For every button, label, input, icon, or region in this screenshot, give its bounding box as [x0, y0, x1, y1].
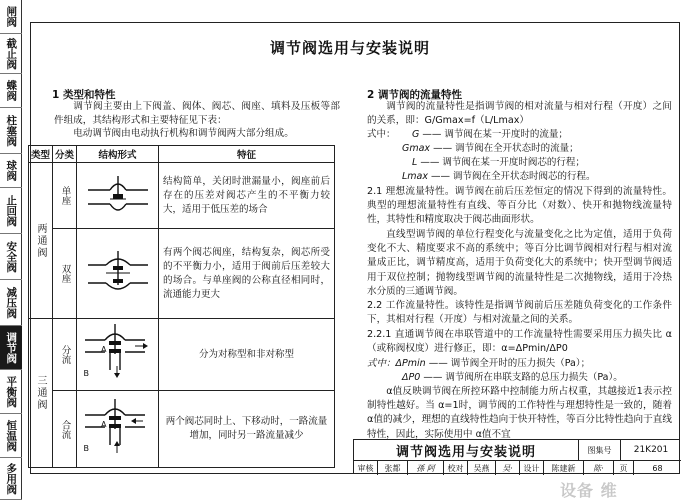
- port-a-label: A: [101, 345, 107, 354]
- designer-signature: 陈·: [584, 461, 614, 475]
- intro-line-2: 电动调节阀由电动执行机构和调节阀两大部分组成。: [73, 128, 294, 139]
- sidebar-tab-10[interactable]: [0, 414, 22, 458]
- col-header-structure: 结构形式: [77, 146, 159, 163]
- section-2-heading: 2 调节阀的流量特性: [367, 89, 462, 101]
- row-double-seat-class: 双座: [53, 229, 77, 319]
- double-seat-feature: 有两个阀芯阀座，结构复杂，阀芯所受的不平衡力小，适用于阀前后压差较大的场合。与单座阀的公称直径相同时，流通能力更大: [159, 229, 335, 319]
- reviewer-signature: 孫 阿: [408, 461, 444, 475]
- sidebar-tab-label: 减压阀: [5, 286, 18, 319]
- port-a-label-2: A: [101, 419, 107, 429]
- sidebar-tab-2[interactable]: [0, 74, 22, 108]
- flow-char-intro: 调节阀的流量特性是指调节阀的相对流量与相对行程（开度）之间的关系，即：G/Gmax=f（L/Lmax）: [367, 101, 672, 127]
- def-gmax: Gmax —— 调节阀在全开状态时的流量；: [402, 143, 579, 154]
- row-mixing-class: 合流: [53, 391, 77, 468]
- checker-label: 校对: [444, 461, 468, 475]
- title-block-title: 调节阀选用与安装说明: [354, 440, 579, 461]
- paragraph-2-1: 2.1 理想流量特性。调节阀在前后压差恒定的情况下得到的流量特性。典型的理想流量特性有直线、等百分比（对数）、快开和抛物线流量特性，其特性和精度取决于阀芯曲面形状。: [367, 186, 672, 226]
- sidebar-tab-label: 蝶阀: [5, 80, 18, 101]
- paragraph-alpha: α值反映调节阀在所控环路中控制能力所占权重，其越接近1表示控制特性越好。当 α=1时，调节阀的工作特性与理想特性是一致的，随着 α值的减少，理想的直线特性趋向于快开特性，等百分比特性趋向于直线特性，因此，实际使用中 α值不宜: [367, 386, 672, 440]
- def-g: G —— 调节阀在某一开度时的流量；: [412, 129, 568, 140]
- sidebar-tab-7[interactable]: [0, 280, 22, 326]
- sidebar-tab-5[interactable]: [0, 188, 22, 234]
- intro-paragraph: [54, 100, 340, 128]
- diverting-feature: 分为对称型和非对称型: [159, 319, 335, 391]
- sidebar-tab-8[interactable]: [0, 326, 22, 370]
- defs-prefix: 式中：: [367, 129, 396, 140]
- col-header-type: 类型: [29, 146, 53, 163]
- reviewer-label: 审核: [354, 461, 378, 475]
- intro-paragraph-2: [54, 127, 340, 141]
- checker-name: 吴燕: [468, 461, 496, 475]
- mixing-diagram: [77, 391, 159, 468]
- watermark: 设备 维: [560, 481, 618, 500]
- def-lmax: Lmax —— 调节阀在全开状态时阀芯的行程。: [402, 171, 596, 182]
- mixing-feature: 两个阀芯同时上、下移动时，一路流量增加，同时另一路流量减少: [159, 391, 335, 468]
- port-b-label: B: [83, 369, 90, 378]
- designer-label: 设计: [520, 461, 544, 475]
- sidebar-tab-label: 闸阀: [5, 6, 18, 27]
- sidebar-tab-label: 球阀: [5, 160, 18, 181]
- paragraph-2-2: 2.2 工作流量特性。该特性是指调节阀前后压差随负荷变化的工作条件下，其相对行程（开度）与相对流量之间的关系。: [367, 300, 672, 326]
- sidebar-tab-label: 调节阀: [5, 331, 18, 364]
- group-three-way: 三通阀: [29, 319, 53, 468]
- sidebar-tab-0[interactable]: [0, 0, 22, 34]
- sidebar-tab-3[interactable]: [0, 108, 22, 154]
- sidebar-tab-label: 柱塞阀: [5, 114, 18, 147]
- signature-row: [354, 461, 681, 475]
- sidebar-tab-4[interactable]: [0, 154, 22, 188]
- sidebar-tab-9[interactable]: [0, 370, 22, 414]
- def-dpmin: 式中：ΔPmin —— 调节阀全开时的压力损失（Pa）；: [367, 358, 591, 369]
- sidebar-tab-label: 平衡阀: [5, 375, 18, 408]
- intro-line-1: 调节阀主要由上下阀盖、阀体、阀芯、阀座、填料及压板等部件组成，其结构形式和主要特征见下表：: [54, 101, 340, 127]
- reviewer-name: 张都: [378, 461, 408, 475]
- diverting-diagram: [77, 319, 159, 391]
- port-b-label-2: B: [83, 443, 90, 453]
- group-two-way: 两通阀: [29, 163, 53, 319]
- set-number: 21K201: [621, 440, 681, 461]
- designer-name: 陈建新: [544, 461, 584, 475]
- paragraph-2-2-1: 2.2.1 直通调节阀在串联管道中的工作流量特性需要采用压力损失比 α（或称阀权度）进行修正，即：α=ΔPmin/ΔP0: [367, 329, 672, 355]
- sidebar-tab-label: 止回阀: [5, 194, 18, 227]
- sidebar-tabs: [0, 0, 22, 500]
- single-seat-feature: 结构简单，关闭时泄漏量小，阀座前后存在的压差对阀芯产生的不平衡力较大，适用于低压差的场合: [159, 163, 335, 229]
- sidebar-tab-6[interactable]: [0, 234, 22, 280]
- valve-type-table: [28, 145, 335, 468]
- title-block: [353, 439, 680, 474]
- page-label: 页: [614, 461, 634, 475]
- sidebar-tab-label: 安全阀: [5, 240, 18, 273]
- def-dp0: ΔP0 —— 调节阀所在串联支路的总压力损失（Pa）。: [402, 372, 623, 383]
- col-header-feature: 特征: [159, 146, 335, 163]
- checker-signature: 吴·: [496, 461, 520, 475]
- def-l: L —— 调节阀在某一开度时阀芯的行程；: [412, 157, 585, 168]
- col-header-class: 分类: [53, 146, 77, 163]
- set-number-label: 图集号: [579, 440, 621, 461]
- section-1-heading: 1 类型和特性: [52, 89, 116, 101]
- double-seat-diagram: [77, 229, 159, 319]
- row-diverting-class: 分流: [53, 319, 77, 391]
- row-single-seat-class: 单座: [53, 163, 77, 229]
- sidebar-tab-label: 多用阀: [5, 462, 18, 495]
- page-title: 调节阀选用与安装说明: [269, 39, 430, 57]
- sidebar-tab-label: 恒温阀: [5, 419, 18, 452]
- sidebar-tab-label: 截止阀: [5, 37, 18, 70]
- sidebar-tab-11[interactable]: [0, 458, 22, 500]
- page-number: 68: [652, 463, 663, 473]
- single-seat-diagram: [77, 163, 159, 229]
- paragraph-2-1-detail: 直线型调节阀的单位行程变化与流量变化之比为定值，适用于负荷变化不大、精度要求不高的系统中；等百分比调节阀相对行程与相对流量成正比，调节精度高，适用于负荷变化大的系统中；快开型调节阀适用于双位控制；抛物线型调节阀的流量特性是二次抛物线，适用于冷热水分质的三通调节阀。: [367, 229, 672, 297]
